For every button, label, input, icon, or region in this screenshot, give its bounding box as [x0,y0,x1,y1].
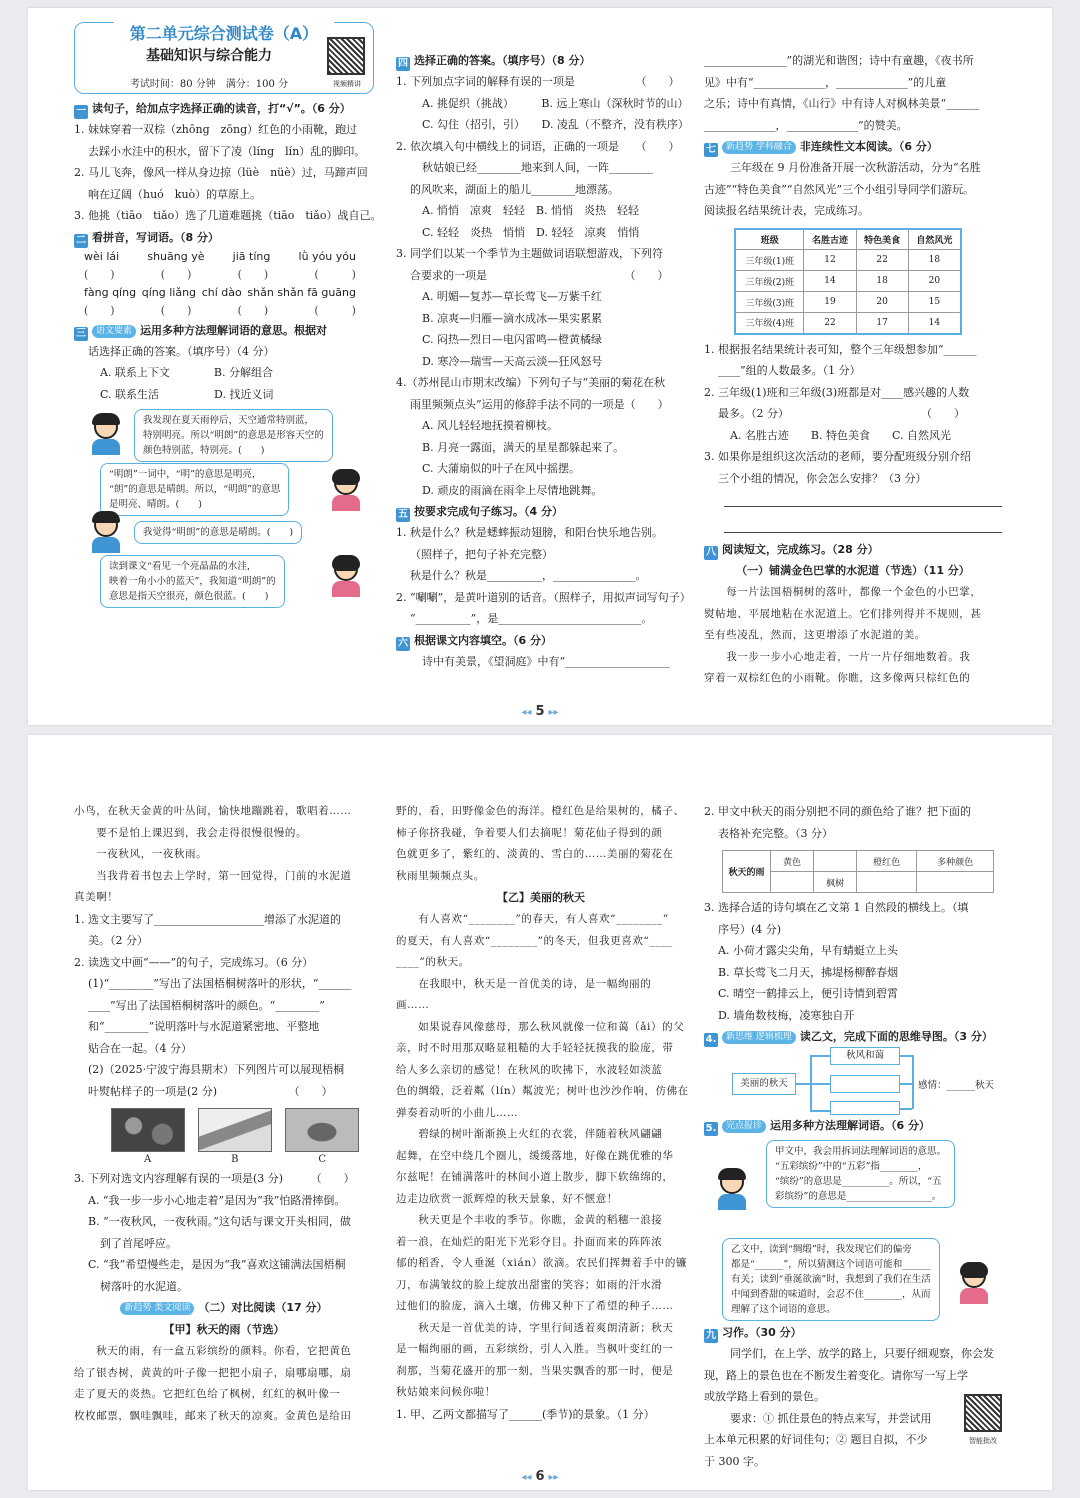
question-line: 秋是什么？秋是__________，_______________。 [410,569,647,582]
question-line: 和“________”说明落叶与水泥道紧密地、平整地 [88,1020,320,1033]
p2-col3-q5 [704,1117,1002,1136]
article-line: 有人喜欢“________”的春天，有人喜欢“________” [396,913,669,925]
question-line: 2. 读选文中画“——”的句子，完成练习。（6 分） [74,955,314,969]
table-cell[interactable] [857,872,917,893]
question-line: 要求：① 抓住景色的特点来写，并尝试用 [730,1411,932,1425]
section-number: 5. [705,1123,717,1134]
speech-bubble-4: 读到课文“看见一个亮晶晶的水洼， 映着一角小小的蓝天”，我知道“明朗”的 意思是指天空很亮，颜色很蓝。( ) [100,555,285,608]
article-title-text: （二）对比阅读（17 分） [198,1301,328,1314]
article-line: 走了夏天的炎热。它把红色给了枫树，红红的枫叶像一 [74,1388,341,1400]
article-line: 一夜秋风，一夜秋雨。 [74,848,208,860]
question-line: 三年级在 9 月份准备开展一次秋游活动，分为“名胜 [730,161,981,174]
section-title: 看拼音，写词语。（8 分） [92,230,219,244]
article-line: 在我眼中，秋天是一首优美的诗，是一幅绚丽的 [396,977,652,990]
girl-avatar-icon [956,1264,992,1304]
question-line: A. 风儿轻轻地抚摸着柳枝。 [422,419,558,432]
article-line: 要不是怕上课迟到，我会走得很慢很慢的。 [74,826,308,839]
leaf-picture-c[interactable] [285,1108,359,1152]
mind-map-branch-1: 秋风和蔼 [830,1047,900,1065]
section-number: 一 [76,106,86,117]
question-line: A. 名胜古迹 B. 特色美食 C. 自然风光 [730,428,952,442]
article-title-text: 【甲】秋天的雨（节选） [163,1323,285,1336]
p2-col1-bottom [74,1168,374,1427]
question-line: (2)（2025·宁波宁海县期末）下列图片可以展现梧桐 [88,1063,345,1076]
article-line: 如果说春风像慈母，那么秋风就像一位和蔼（ǎi）的父 [396,1020,685,1033]
table-cell: 20 [856,292,908,313]
pinyin: fàng qíng [84,285,137,299]
article-title-text: （一）铺满金色巴掌的水泥道（节选）（11 分） [736,564,970,577]
question-line: A. 明媚—复苏—草长莺飞—万紫千红 [422,290,602,303]
pinyin: jiā tíng [232,249,271,263]
section-heading [74,322,374,341]
question-line: C. 闷热—烈日—电闪雷鸣—橙黄橘绿 [422,333,603,346]
girl-avatar-icon [328,557,364,597]
p1-col3-top [704,50,1002,222]
question-line: 响在辽阔（huó kuò）的草原上。 [88,187,262,201]
mind-map-connector [900,1055,912,1057]
section-number: 六 [398,637,408,649]
section-heading [704,1324,1002,1343]
table-row [735,313,961,334]
mind-map-feeling: 感情：______秋天 [918,1080,995,1091]
table-cell: 三年级(2)班 [735,271,804,292]
article-title [74,1319,374,1341]
dialogue-area [74,405,374,605]
qr-code-icon[interactable] [964,1394,1002,1432]
picture-labels [104,1152,366,1168]
p1-col2-content [396,52,691,672]
section-number: 四 [398,58,408,69]
question-line: A. 小荷才露尖尖角，早有蜻蜓立上头 [718,944,898,957]
question-line: 1. 秋是什么？秋是蟋蟀振动翅膀，和阳台快乐地告别。 [396,526,663,539]
mind-map-branch-2[interactable] [830,1075,900,1093]
question-line: 树落叶的水泥道。 [100,1279,188,1293]
question-line: 3. 下列对选文内容理解有误的一项是(3 分) （ ） [74,1172,355,1185]
question-line: C. “我”希望慢些走，是因为“我”喜欢这铺满法国梧桐 [88,1258,346,1271]
section-heading [396,503,686,522]
question-line: 古迹”“特色美食”“自然风光”三个小组引导同学们游玩。 [704,182,975,196]
question-line: 3. 他挑（tiāo tiǎo）选了几道难题挑（tiāo tiǎo）战自己。 [74,209,382,222]
question-line: 见》中有“_____________，_____________”的儿童 [704,75,947,89]
test-subtitle: 基础知识与综合能力 [146,48,272,64]
p2-col3-essay [704,1324,1002,1472]
table-cell: 三年级(1)班 [735,250,804,271]
question-line: 2. 马儿飞奔，像风一样从身边掠（lüè nüè）过，马蹄声回 [74,166,368,179]
question-line: B. 草长莺飞二月天，拂堤杨柳醉春烟 [718,965,899,979]
article-line: ____”的秋天。 [396,956,470,968]
p2-col3-q3 [704,897,1002,1047]
p2-column-2 [396,735,689,1458]
p2-column-3 [704,735,1002,1468]
question-line: 诗中有美景，《望洞庭》中有“___________________ [422,654,670,668]
article-line: 秋天是一首优美的诗，字里行间透着爽朗清新；秋天 [396,1321,674,1334]
table-header: 名胜古迹 [804,229,856,250]
article-line: 真美啊！ [74,891,119,903]
table-cell[interactable] [814,851,857,872]
mind-map-connector [810,1110,830,1112]
article-line: 刹那，当菊花盛开的那一刻，当果实飘香的那一时，便是 [396,1364,674,1377]
section-number: 九 [706,1330,716,1341]
question-line: 序号）(4 分) [718,922,782,936]
p2-column-1 [74,735,374,1458]
article-line: 每一片法国梧桐树的落叶，都像一个金色的小巴掌， [704,586,982,598]
question-line: 去踩小水洼中的积水，留下了凌（líng lín）乱的脚印。 [88,144,366,158]
article-line: 碧绿的树叶渐渐换上火红的衣裳，伴随着秋风翩翩 [396,1128,663,1140]
question-line: 1. 甲、乙两文都描写了______(季节)的景象。（1 分） [396,1407,655,1421]
section-tag: 语文要素 [92,325,136,338]
qr-label: 智能批改 [969,1437,997,1445]
question-line: 3. 同学们以某一个季节为主题做词语联想游戏，下列符 [396,247,663,260]
question-line: 之乐；诗中有真情，《山行》中有诗人对枫林美景“______ [704,97,980,110]
section-title: 读句子，给加点字选择正确的读音，打“√”。（6 分） [92,102,351,115]
speech-bubble-5: 甲文中，我会用拆词法理解词语的意思。 “五彩缤纷”中的“五彩”指________， “缤纷”的意思是__________。所以，“五 彩缤纷”的意思是__________________。 [766,1140,955,1208]
article-line: 当我背着书包去上学时，第一回觉得，门前的水泥道 [74,869,352,882]
boy-avatar-icon [88,415,124,455]
question-line: A. 悄悄 凉爽 轻轻 B. 悄悄 炎热 轻轻 [422,204,640,217]
pinyin: shuāng yè [147,249,205,263]
question-line: 贴合在一起。（4 分） [88,1041,192,1055]
table-cell: 黄色 [771,851,814,872]
question-line: 阅读报名结果统计表，完成练习。 [704,204,869,217]
p1-col3-questions [704,339,1002,490]
question-line: 最多。（2 分） （ ） [718,407,965,420]
table-cell[interactable] [917,872,994,893]
table-row-header: 秋天的雨 [723,851,771,893]
question-line: B. 凉爽—归雁—滴水成冰—果实累累 [422,311,603,325]
leaf-pictures [104,1108,366,1152]
section-title: 按要求完成句子练习。（4 分） [414,505,563,518]
article-line: 我一步一步小心地走着，一片一片仔细地数着。我 [704,650,971,663]
leaf-picture-b[interactable] [198,1108,272,1152]
article-line: 至有些凌乱，然而，这更增添了水泥道的美。 [704,629,926,641]
question-line: “__________”，是__________________________。 [410,612,653,625]
article-title [74,1297,374,1319]
question-line: 3. 如果你是组织这次活动的老师，要分配班级分别介绍 [704,450,971,463]
article-line: 尔兹呢！在铺满落叶的林间小道上散步，脚下软绵绵的， [396,1171,674,1183]
question-line: 3. 选择合适的诗句填在乙文第 1 自然段的横线上。（填 [704,901,969,914]
section-title: 根据课文内容填空。（6 分） [414,633,552,647]
section-number: 三 [76,327,86,339]
section-title: 阅读短文，完成练习。（28 分） [722,543,879,556]
question-line: 2. “唰唰”，是黄叶道别的话音。（照样子，用拟声词写句子） [396,590,691,604]
section-tag: 新趋势 学科融合 [722,141,796,154]
p2-col1-top [74,801,374,1102]
question-line: C. 勾住（招引，引） D. 凌乱（不整齐，没有秩序） [422,118,689,131]
table-header: 特色美食 [856,229,908,250]
table-cell: 22 [856,250,908,271]
section-number: 4. [705,1034,717,1045]
qr-code-icon[interactable] [327,37,365,75]
article-line: 枚枚邮票，飘哇飘哇，邮来了秋天的凉爽。金黄色是给田 [74,1409,352,1422]
question-line: _______________”的湖光和谐图；诗中有童趣，《夜书所 [704,54,974,67]
section-number: 五 [398,509,408,520]
section-number: 八 [706,547,716,558]
test-title: 第二单元综合测试卷（A） [114,21,334,44]
table-row [735,292,961,313]
question-line: 话选择正确的答案。（填序号）（4 分） [88,344,275,358]
article-line: 给了银杏树，黄黄的叶子像一把把小扇子，扇哪扇哪，扇 [74,1366,352,1379]
question-line: A. 挑促织（挑战） B. 远上寒山（深秋时节的山） [422,96,689,110]
article-line: 秋天的雨，有一盒五彩缤纷的颜料。你看，它把黄色 [74,1345,352,1357]
article-line: 给人多么亲切的感觉！在秋风的吹拂下，水波轻如淡蓝 [396,1063,663,1076]
table-cell: 橙红色 [857,851,917,872]
question-line: B. “一夜秋风，一夜秋雨。”这句话与课文开头相同，做 [88,1215,351,1228]
section-heading [704,1117,1002,1136]
article-line: 亲，时不时用那双略显粗糙的大手轻轻抚摸我的脸庞，带 [396,1042,674,1054]
answer-bracket[interactable]: ( ) [314,267,356,281]
table-header: 自然风光 [908,229,961,250]
answer-bracket[interactable]: ( ) [237,303,269,317]
mind-map-connector [810,1083,830,1085]
article-line: 色的绸缎，泛着粼（lín）粼波光；树叶也沙沙作响，仿佛在 [396,1085,689,1097]
article-line: 画…… [396,999,430,1011]
question-line: D. 顽皮的雨滴在雨伞上尽情地跳舞。 [422,483,603,497]
question-line: 同学们，在上学、放学的路上，只要仔细观察，你会发 [730,1347,994,1360]
article-title-text: 【乙】美丽的秋天 [497,891,585,904]
table-cell: 17 [856,313,908,334]
page-number: ◂◂ 5 ▸▸ [521,704,559,719]
question-line: 雨里频频点头”运用的修辞手法不同的一项是（ ） [410,397,669,411]
table-cell: 枫树 [814,872,857,893]
mind-map [704,1047,1002,1115]
p1-column-1 [74,8,382,693]
mind-map-branch-3[interactable] [830,1101,900,1115]
article-line: 穿着一双棕红色的小雨靴。你瞧，这多像两只棕红色的 [704,672,971,684]
section-tag: 新趋势 类文阅读 [120,1302,194,1315]
pinyin: lǜ yóu yóu [298,249,356,263]
pinyin: shǎn shǎn fā guāng [247,285,356,299]
p1-col3-reading [704,541,1002,690]
section-title: 运用多种方法理解词语。（6 分） [770,1119,930,1132]
pinyin-row [74,248,374,266]
question-line: 的风吹来，湖面上的船儿________地漂荡。 [410,182,619,196]
section-heading [704,541,1002,560]
question-line: 三个小组的情况，你会怎么安排？（3 分） [718,471,927,485]
table-cell: 14 [908,313,961,334]
question-line: 1. 选文主要写了____________________增添了水泥道的 [74,912,341,926]
table-cell: 18 [856,271,908,292]
pinyin: wèi lái [84,249,120,263]
speech-bubble-1: 我发现在夏天雨停后，天空通常特别蓝， 特别明亮。所以“明朗”的意思是形容天空的 颜色特别蓝，特别亮。( ) [134,409,333,462]
signup-stats-table [734,228,962,335]
picture-label-c: C [318,1154,327,1165]
speech-bubble-3: 我觉得“明朗”的意思是晴朗。( ) [134,521,302,544]
article-line: 小鸟，在秋天金黄的叶丛间，愉快地蹦跳着，歌唱着…… [74,805,352,817]
question-line: 4.（苏州昆山市期末改编）下列句子与“美丽的菊花在秋 [396,376,666,389]
mind-map-connector [810,1055,830,1057]
speech-bubble-2: “明朗”一词中，“明”的意思是明亮， “朗”的意思是晴朗。所以，“明朗”的意思 是明亮、晴朗。( ) [100,463,289,516]
question-line: （照样子，把句子补充完整） [410,547,553,561]
article-line: 柿子你挤我碰，争着要人们去摘呢！菊花仙子得到的颜 [396,826,663,839]
section-heading [704,138,1002,157]
article-line: 熨帖地、平展地粘在水泥道上。它们排列得并不规则，甚 [704,607,982,620]
exam-info: 考试时间：80 分钟 满分：100 分 [129,79,289,90]
p2-col2-content [396,801,689,1425]
question-line: 合要求的一项是 （ ） [410,268,669,282]
qr-label: 视频精讲 [333,80,361,88]
section-heading [396,632,686,651]
section-title: 非连续性文本阅读。（6 分） [799,140,938,153]
section-heading [74,229,374,248]
article-line: 着一浪，在灿烂的阳光下光彩夺目。扑面而来的阵阵浓 [396,1235,663,1248]
question-line: 2. 甲文中秋天的雨分别把不同的颜色给了谁？把下面的 [704,805,971,818]
boy-avatar-icon [714,1170,750,1210]
boy-avatar-icon [88,513,124,553]
answer-bracket-row [74,266,374,284]
section-number: 二 [76,234,86,246]
section-title: 读乙文，完成下面的思维导图。（3 分） [799,1030,993,1043]
answer-line[interactable] [724,519,1002,533]
question-line: 于 300 字。 [704,1454,765,1468]
article-line: 秋雨里频频点头。 [396,869,485,882]
question-line: 1. 妹妹穿着一双棕（zhōng zōng）红色的小雨靴，跑过 [74,123,358,136]
table-cell: 12 [804,250,856,271]
question-line: ____”组的人数最多。（1 分） [718,364,861,377]
question-line: 美。（2 分） [88,934,148,947]
article-line: 秋天更是个丰收的季节。你瞧，金黄的稻穗一浪接 [396,1214,663,1226]
question-line: C. 轻轻 炎热 悄悄 D. 轻轻 凉爽 悄悄 [422,225,640,239]
section-number: 七 [706,144,716,155]
question-line: 表格补充完整。（3 分） [718,826,833,840]
answer-bracket[interactable]: ( ) [237,267,269,281]
question-line: A. “我一步一步小心地走着”是因为“我”怕路滑摔倒。 [88,1193,346,1207]
girl-avatar-icon [328,471,364,511]
table-header: 班级 [735,229,804,250]
title-box [74,22,374,94]
question-line: 1. 下列加点字词的解释有误的一项是 （ ） [396,75,680,88]
question-line: 到了首尾呼应。 [100,1236,177,1250]
answer-line[interactable] [724,493,1002,507]
article-line: 过他们的脸庞，滴入土壤，仿佛又种下了希望的种子…… [396,1300,674,1312]
article-line: 起舞，在空中绕几个圈儿，缓缓落地，好像在跳优雅的华 [396,1149,674,1162]
table-cell: 15 [908,292,961,313]
article-title [396,887,686,909]
mind-map-connector [912,1055,914,1109]
question-line: ____”写出了法国梧桐树落叶的颜色。“________” [88,998,325,1012]
article-line: 色就更多了，紫红的、淡黄的、雪白的……美丽的菊花在 [396,848,674,860]
article-line: 野的，看，田野像金色的海洋。橙红色是给果树的，橘子、 [396,805,685,817]
leaf-picture-a[interactable] [111,1108,185,1152]
section-heading [704,1028,1002,1047]
article-line: 边走边欣赏一派辉煌的秋天景象，好不惬意！ [396,1192,618,1205]
p1-column-2 [396,8,691,693]
pinyin-row [74,284,374,302]
table-cell: 14 [804,271,856,292]
table-cell: 20 [908,271,961,292]
article-line: 是一幅绚丽的画，五彩缤纷，引人入胜。当枫叶变红的一 [396,1343,674,1355]
picture-label-a: A [143,1154,152,1165]
answer-bracket[interactable]: ( ) [160,267,192,281]
picture-label-b: B [231,1154,239,1165]
section-title: 运用多种方法理解词语的意思。根据对 [140,323,328,337]
table-cell: 19 [804,292,856,313]
question-line: 上本单元积累的好词佳句；② 题目自拟，不少 [704,1433,928,1446]
article-title [704,560,1002,582]
article-line: 的夏天，有人喜欢“________”的冬天，但我更喜欢“____ [396,934,673,947]
question-line: C. 联系生活 D. 找近义词 [100,387,274,401]
table-row [735,250,961,271]
mind-map-connector [900,1083,912,1085]
page-number: ◂◂ 6 ▸▸ [521,1469,559,1484]
section-tag: 完点报诊 [722,1120,766,1133]
question-line: 叶熨帖样子的一项是(2 分) （ ） [88,1084,333,1098]
article-line: 秋姑娘来问候你啦！ [396,1386,496,1398]
table-cell[interactable] [771,872,814,893]
question-line: 或放学路上看到的景色。 [704,1390,825,1403]
vocab-dialogue [704,1136,1002,1322]
table-cell: 22 [804,313,856,334]
question-line: 现，路上的景色也在不断发生着变化。请你写一写上学 [704,1368,968,1382]
question-line: _____________，_____________”的赞美。 [704,118,908,132]
answer-bracket[interactable]: ( ) [84,267,115,281]
page-6 [28,735,1052,1490]
section-heading [396,52,686,71]
question-line: C. 大蒲扇似的叶子在风中摇摆。 [422,462,581,475]
speech-bubble-6: 乙文中，读到“绸缎”时，我发现它们的偏旁 都是“______”，所以猜测这个词语可能和______ 有关；读到“垂涎欲滴”时，我想到了我们在生活 中闻到香甜的味道时，会忍不住________，从而 理解了这个词语的意思。 [722,1238,940,1321]
answer-bracket[interactable]: ( ) [314,303,356,317]
question-line: D. 墙角数枝梅，凌寒独自开 [718,1008,855,1022]
section-title: 习作。（30 分） [722,1326,802,1339]
answer-bracket[interactable]: ( ) [84,303,115,317]
table-cell: 18 [908,250,961,271]
answer-bracket[interactable]: ( ) [160,303,192,317]
p1-column-3 [704,8,1002,693]
table-cell: 多种颜色 [917,851,994,872]
pinyin: chí dào [201,285,242,299]
table-row [735,271,961,292]
p1-col1-content [74,100,382,405]
article-line: 郁的稻香，令人垂涎（xián）欲滴。农民们挥舞着手中的镰 [396,1257,688,1269]
question-line: 秋姑娘已经________地来到人间，一阵________ [422,161,653,174]
article-line: 弹奏着动听的小曲儿…… [396,1106,519,1119]
section-heading [74,100,374,119]
mind-map-connector [796,1083,810,1085]
question-line: 2. 依次填入句中横线上的词语，正确的一项是 （ ） [396,139,680,153]
question-line: D. 寒冷—瑞雪—天高云淡—狂风怒号 [422,354,603,368]
question-line: (1)“________”写出了法国梧桐树落叶的形状，“______ [88,977,352,990]
question-line: 2. 三年级(1)班和三年级(3)班都是对____感兴趣的人数 [704,385,970,399]
question-line: B. 月亮一露面，满天的星星都躲起来了。 [422,440,625,454]
mind-map-center: 美丽的秋天 [732,1073,796,1095]
section-title: 选择正确的答案。（填序号）（8 分） [414,54,591,67]
question-line: 1. 根据报名结果统计表可知，整个三年级想参加“______ [704,342,977,356]
article-line: 刀，布满皱纹的脸上绽放出甜蜜的笑容；如雨的汗水滑 [396,1278,663,1291]
answer-bracket-row [74,302,374,320]
mind-map-connector [900,1108,912,1110]
pinyin: qíng liǎng [141,285,197,299]
question-line: A. 联系上下文 B. 分解组合 [100,366,274,379]
table-cell: 三年级(3)班 [735,292,804,313]
autumn-rain-colors-table [722,850,994,893]
table-cell: 三年级(4)班 [735,313,804,334]
question-line: C. 晴空一鹤排云上，便引诗情到碧霄 [718,987,899,1000]
p2-col3-q2 [704,801,1002,844]
section-tag: 新思维 逻辑梳理 [722,1031,796,1044]
page-5 [28,8,1052,725]
